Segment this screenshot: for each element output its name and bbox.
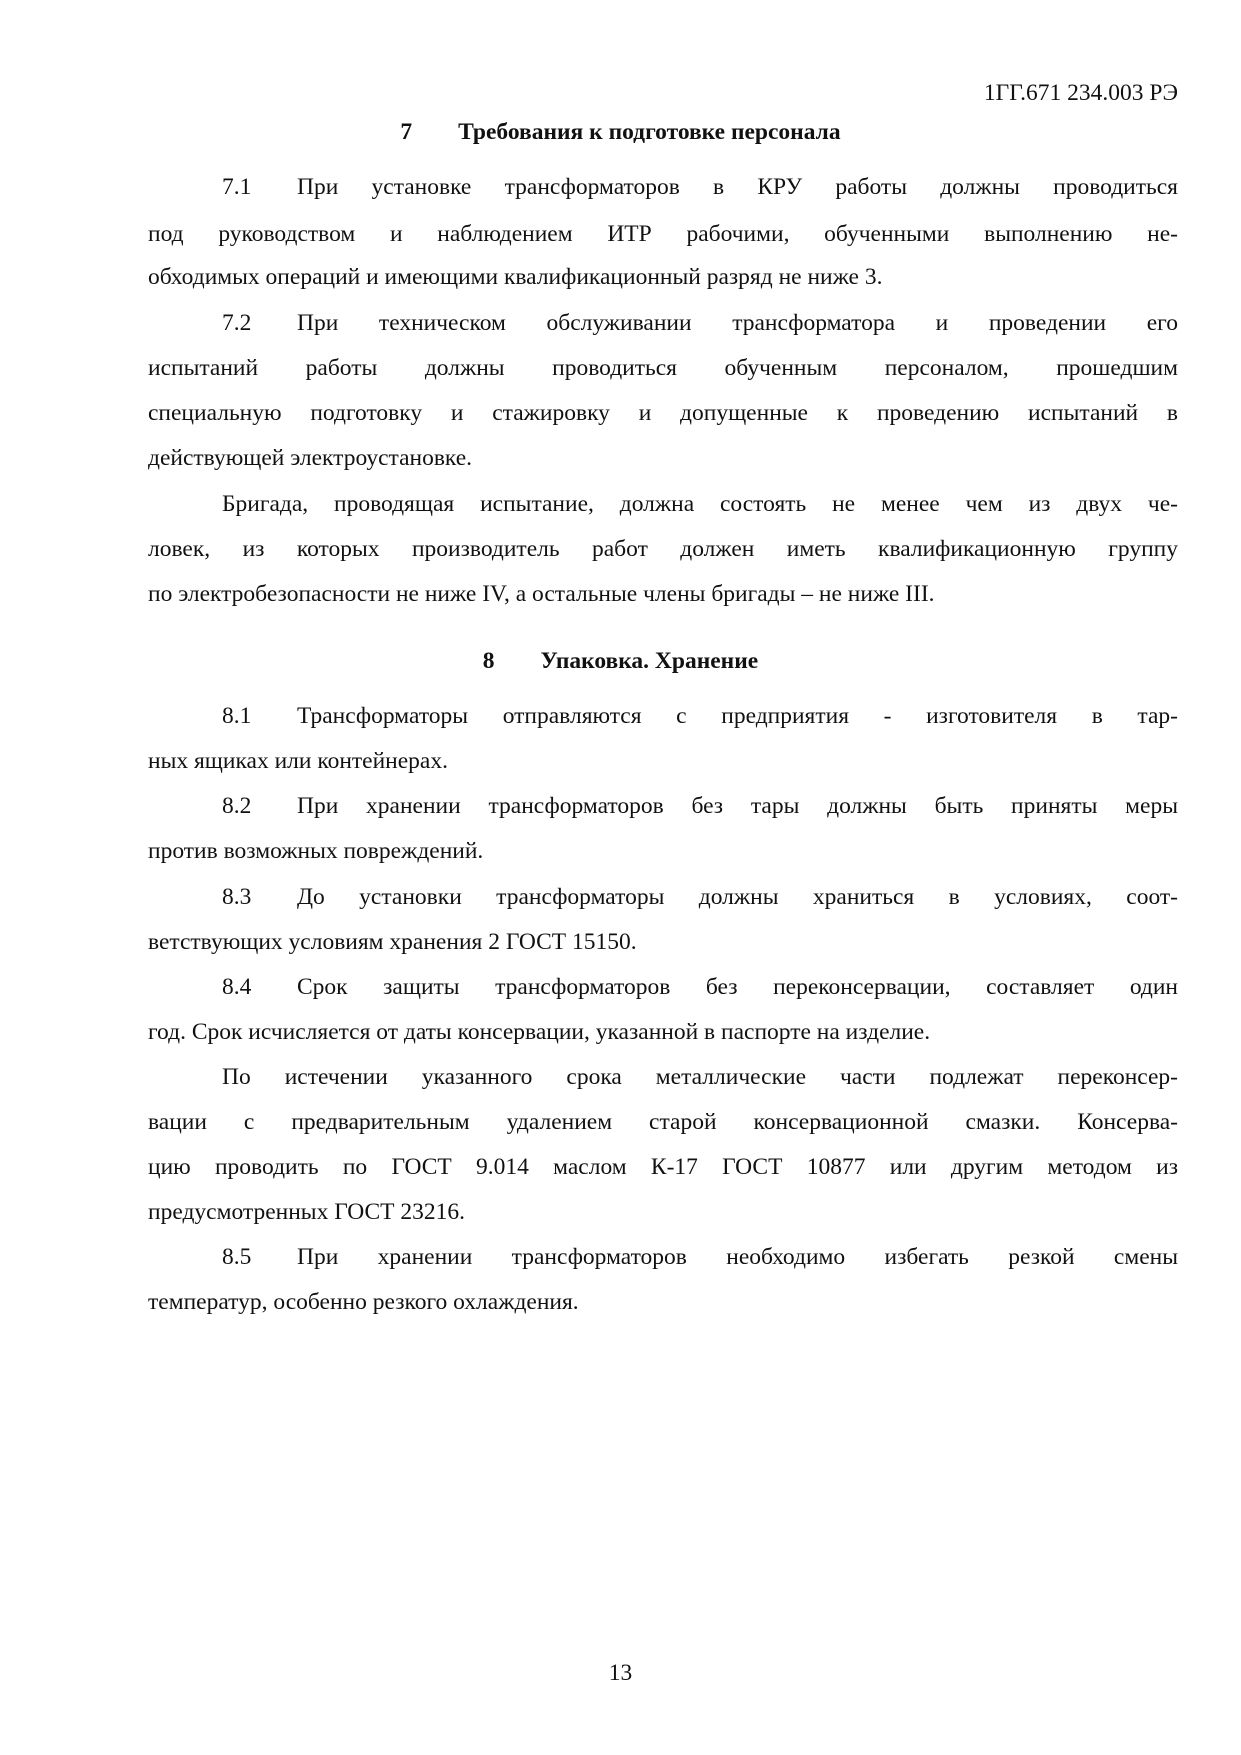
section-title: Требования к подготовке персонала: [458, 119, 841, 145]
text-line: температур, особенно резкого охлаждения.: [148, 1289, 579, 1315]
text-line: вации с предварительным удалением старой консервационной смазки. Консерва-: [148, 1109, 1178, 1135]
text-line: Бригада, проводящая испытание, должна состоять не менее чем из двух че-: [222, 491, 1178, 517]
paragraph-number: 8.3: [222, 884, 252, 910]
text-line: 8.2 При хранении трансформаторов без тары должны быть приняты меры: [222, 793, 1178, 819]
section-number: 7: [400, 119, 413, 145]
text-line: обходимых операций и имеющими квалификационный разряд не ниже 3.: [148, 264, 883, 290]
paragraph-number: 8.4: [222, 974, 252, 1000]
text-line: год. Срок исчисляется от даты консервации, указанной в паспорте на изделие.: [148, 1019, 931, 1045]
section-8-heading: [0, 646, 1241, 676]
text-line: 8.4 Срок защиты трансформаторов без переконсервации, составляет один: [222, 974, 1178, 1000]
text-line: действующей электроустановке.: [148, 445, 473, 471]
text-line: ловек, из которых производитель работ должен иметь квалификационную группу: [148, 536, 1178, 562]
text-line: испытаний работы должны проводиться обученным персоналом, прошедшим: [148, 355, 1178, 381]
paragraph-number: 7.2: [222, 310, 252, 336]
text-line: предусмотренных ГОСТ 23216.: [148, 1199, 465, 1225]
text-line: по электробезопасности не ниже IV, а остальные члены бригады – не ниже III.: [148, 581, 935, 607]
text-line: ветствующих условиям хранения 2 ГОСТ 15150.: [148, 929, 637, 955]
paragraph-number: 7.1: [222, 174, 252, 200]
text-line: По истечении указанного срока металлические части подлежат переконсер-: [222, 1064, 1178, 1090]
paragraph-number: 8.5: [222, 1244, 252, 1270]
text-line: ных ящиках или контейнерах.: [148, 748, 448, 774]
text-line: против возможных повреждений.: [148, 838, 484, 864]
page-number: 13: [608, 1660, 633, 1686]
text-line: 7.1 При установке трансформаторов в КРУ работы должны проводиться: [222, 174, 1178, 200]
paragraph-number: 8.2: [222, 793, 252, 819]
text-line: специальную подготовку и стажировку и допущенные к проведению испытаний в: [148, 400, 1178, 426]
text-line: 8.1 Трансформаторы отправляются с предприятия - изготовителя в тар-: [222, 703, 1178, 729]
text-line: под руководством и наблюдением ИТР рабочими, обученными выполнению не-: [148, 221, 1178, 247]
section-7-heading: [0, 117, 1241, 147]
text-line: 8.5 При хранении трансформаторов необходимо избегать резкой смены: [222, 1244, 1178, 1270]
document-code: 1ГГ.671 234.003 РЭ: [983, 80, 1178, 106]
text-line: цию проводить по ГОСТ 9.014 маслом К-17 ГОСТ 10877 или другим методом из: [148, 1154, 1178, 1180]
text-line: 8.3 До установки трансформаторы должны храниться в условиях, соот-: [222, 884, 1178, 910]
text-line: 7.2 При техническом обслуживании трансформатора и проведении его: [222, 310, 1178, 336]
section-title: Упаковка. Хранение: [540, 648, 759, 674]
section-number: 8: [482, 648, 495, 674]
paragraph-number: 8.1: [222, 703, 252, 729]
